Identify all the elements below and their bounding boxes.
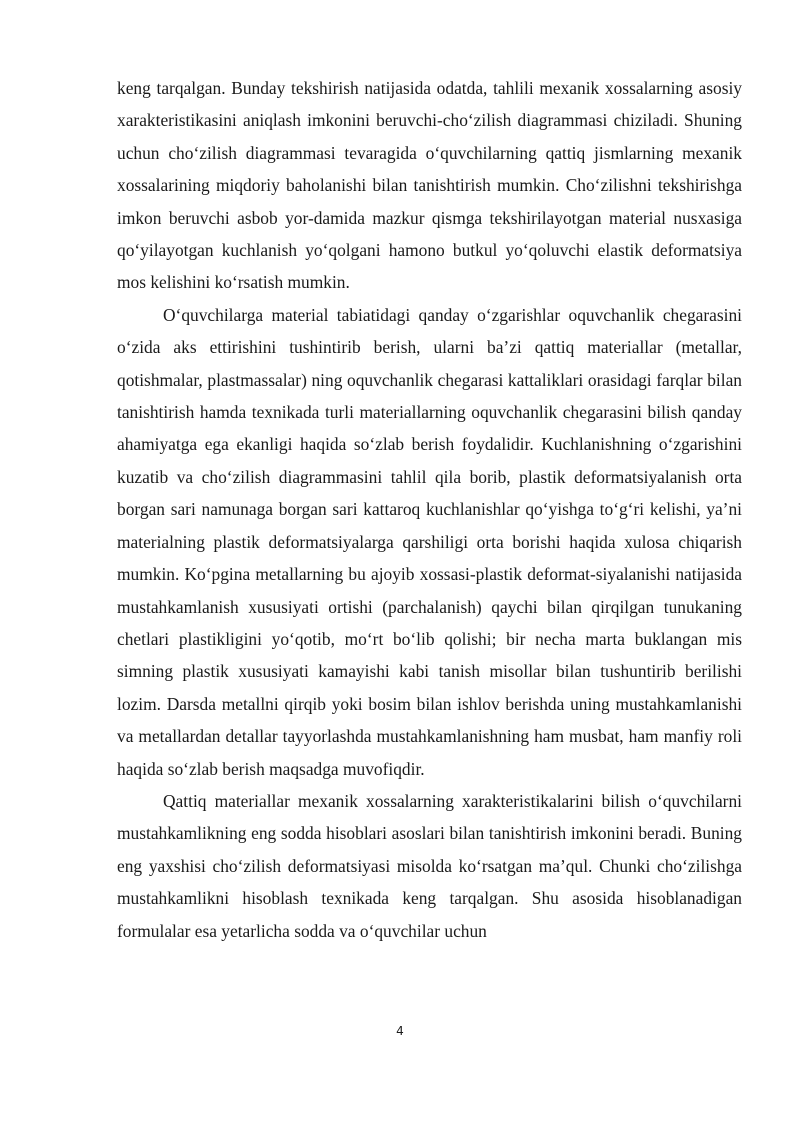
paragraph-1: keng tarqalgan. Bunday tekshirish natijasida odatda, tahlili mexanik xossalarning asosiy xarakteristikasini aniqlash imkonini beruvchi-cho‘zilish diagrammasi chiziladi. Shuning uchun cho‘zilish diagrammasi tevaragida o‘quvchilarning qattiq jismlarning mexanik xossalarining miqdoriy baholanishi bilan tanishtirish mumkin. Cho‘zilishni tekshirishga imkon beruvchi asbob yor-damida mazkur qismga tekshirilayotgan material nusxasiga qo‘yilayotgan kuchlanish yo‘qolgani hamono butkul yo‘qoluvchi elastik deformatsiya mos kelishini ko‘rsatish mumkin. (117, 78, 742, 293)
page-number: 4 (396, 1024, 404, 1038)
paragraph-3: Qattiq materiallar mexanik xossalarning xarakteristikalarini bilish o‘quvchilarni mustahkamlikning eng sodda hisoblari asoslari bilan tanishtirish imkonini beradi. Buning eng yaxshisi cho‘zilish deformatsiyasi misolda ko‘rsatgan ma’qul. Chunki cho‘zilishga mustahkamlikni hisoblash texnikada keng tarqalgan. Shu asosida hisoblanadigan formulalar esa yetarlicha sodda va o‘quvchilar uchun (117, 790, 742, 941)
paragraph-2: O‘quvchilarga material tabiatidagi qanday o‘zgarishlar oquvchanlik chegarasini o‘zida aks ettirishini tushintirib berish, ularni ba’zi qattiq materiallar (metallar, qotishmalar, plastmassalar) ning oquvchanlik chegarasi kattaliklari orasidagi farqlar bilan tanishtirish hamda texnikada turli materiallarning oquvchanlik chegarasini bilish qanday ahamiyatga ega ekanligi haqida so‘zlab berish foydalidir. Kuchlanishning o‘zgarishini kuzatib va cho‘zilish diagrammasini tahlil qila borib, plastik deformatsiyalanish orta borgan sari namunaga borgan sari kattaroq kuchlanishlar qo‘yishga to‘g‘ri kelishi, ya’ni materialning plastik deformatsiyalarga qarshiligi orta borishi haqida xulosa chiqarish mumkin. Ko‘pgina metallarning bu ajoyib xossasi-plastik deformat-siyalanishi natijasida mustahkamlanish xususiyati ortishi (parchalanish) qaychi bilan qirqilgan tunukaning chetlari plastikligini yo‘qotib, mo‘rt bo‘lib qolishi; bir necha marta buklangan mis simning plastik xususiyati kamayishi kabi tanish misollar bilan tushuntirib berilishi lozim. Darsda metallni qirqib yoki bosim bilan ishlov berishda uning mustahkamlanishi va metallardan detallar tayyorlashda mustahkamlanishning ham musbat, ham manfiy roli haqida so‘zlab berish maqsadga muvofiqdir. (117, 304, 742, 779)
body-text (117, 72, 742, 947)
